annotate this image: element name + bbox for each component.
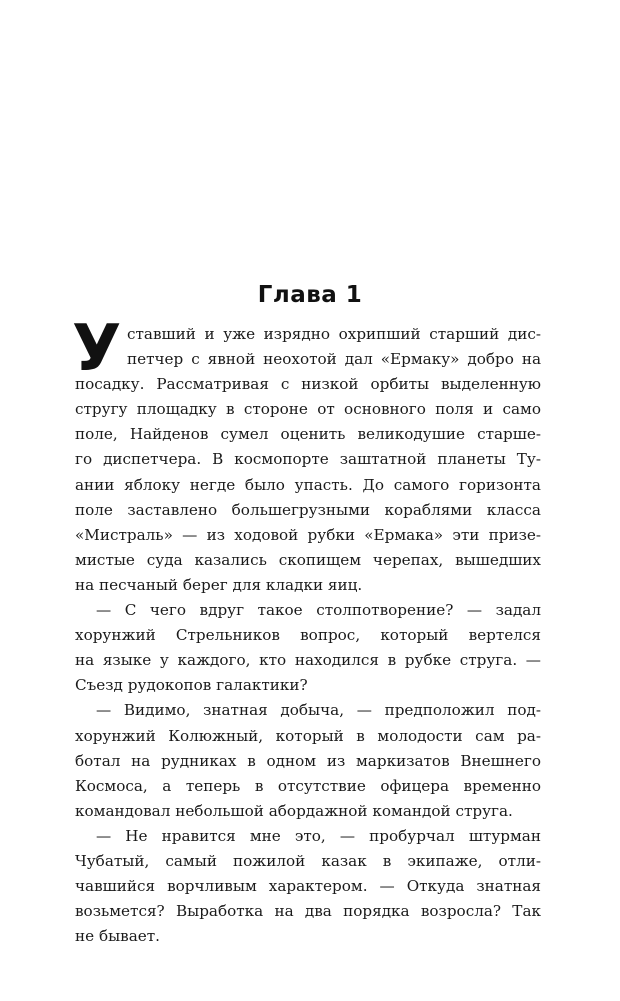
text-line: не бывает.: [75, 927, 160, 946]
text-line: — С чего вдруг такое столпотворение? — задал: [96, 601, 541, 620]
text-line: стругу площадку в стороне от основного поля и само: [75, 400, 541, 419]
text-line: ботал на рудниках в одном из маркизатов Внешнего: [75, 751, 541, 770]
text-line: мистые суда казались скопищем черепах, вышедших: [75, 550, 541, 569]
text-line: на языке у каждого, кто находился в рубке струга. —: [75, 651, 541, 670]
drop-cap-letter: У: [72, 312, 122, 386]
text-line: хорунжий Стрельников вопрос, который вертелся: [75, 626, 541, 645]
text-line: петчер с явной неохотой дал «Ермаку» добро на: [127, 350, 541, 369]
text-line: поле, Найденов сумел оценить великодушие старше-: [75, 425, 541, 444]
text-line: чавшийся ворчливым характером. — Откуда знатная: [75, 877, 541, 896]
text-line: «Мистраль» — из ходовой рубки «Ермака» эти призе-: [75, 525, 541, 544]
text-line: ании яблоку негде было упасть. До самого горизонта: [75, 475, 541, 494]
text-line: Космоса, а теперь в отсутствие офицера временно: [75, 776, 541, 795]
chapter-body: [72, 312, 541, 949]
text-line: посадку. Рассматривая с низкой орбиты выделенную: [75, 375, 541, 394]
text-line: Съезд рудокопов галактики?: [75, 676, 308, 695]
text-line: на песчаный берег для кладки яиц.: [75, 575, 363, 594]
text-line: — Не нравится мне это, — пробурчал штурман: [96, 826, 541, 845]
text-line: ставший и уже изрядно охрипший старший дис-: [127, 325, 541, 343]
chapter-title: Глава 1: [257, 282, 363, 308]
text-line: Чубатый, самый пожилой казак в экипаже, отли-: [75, 851, 541, 870]
text-line: возьмется? Выработка на два порядка возросла? Так: [75, 902, 541, 921]
text-line: поле заставлено большегрузными кораблями класса: [75, 500, 541, 519]
text-line: командовал небольшой абордажной командой струга.: [75, 801, 513, 820]
text-line: го диспетчера. В космопорте заштатной планеты Ту-: [75, 450, 541, 469]
text-line: хорунжий Колюжный, который в молодости сам ра-: [75, 726, 541, 745]
text-line: — Видимо, знатная добыча, — предположил под-: [96, 701, 541, 720]
